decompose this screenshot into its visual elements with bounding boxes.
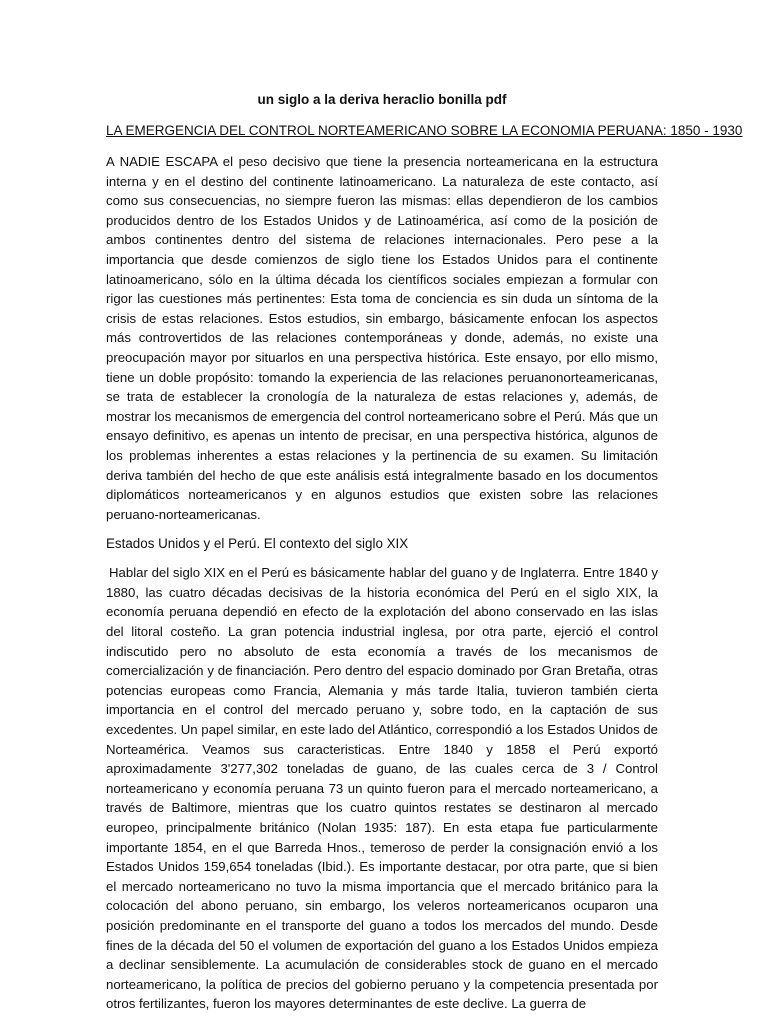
paragraph-intro: A NADIE ESCAPA el peso decisivo que tiene la presencia norteamericana en la estructura interna y en el destino del continente latinoamericano. La naturaleza de este contacto, así como sus consecuencias, no siempre fueron las mismas: ellas dependieron de los cambios producidos dentro de los Estados Unidos y de Latinoamérica, así como de la posición de ambos continentes dentro del sistema de relaciones internacionales. Pero pese a la importancia que desde comienzos de siglo tiene los Estados Unidos para el continente latinoamericano, sólo en la última década los científicos sociales empiezan a formular con rigor las cuestiones más pertinentes: Esta toma de conciencia es sin duda un síntoma de la crisis de estas relaciones. Estos estudios, sin embargo, básicamente enfocan los aspectos más controvertidos de las relaciones contemporáneas y donde, además, no existe una preocupación mayor por situarlos en una perspectiva histórica. Este ensayo, por ello mismo, tiene un doble propósito: tomando la experiencia de las relaciones peruanonorteamericanas, se trata de establecer la cronología de la naturaleza de estas relaciones y, además, de mostrar los mecanismos de emergencia del control norteamericano sobre el Perú. Más que un ensayo definitivo, es apenas un intento de precisar, en una perspectiva histórica, algunos de los problemas inherentes a estas relaciones y la pertinencia de su examen. Su limitación deriva también del hecho de que este análisis está integralmente basado en los documentos diplomáticos norteamericanos y en algunos estudios que existen sobre las relaciones peruano-norteamericanas. [106,154,658,522]
subheading: Estados Unidos y el Perú. El contexto del siglo XIX [106,536,409,552]
section-heading: LA EMERGENCIA DEL CONTROL NORTEAMERICANO SOBRE LA ECONOMIA PERUANA: 1850 - 1930 [106,123,743,138]
paragraph-context: Hablar del siglo XIX en el Perú es básicamente hablar del guano y de Inglaterra. Entre 1840 y 1880, las cuatro décadas decisivas de la historia económica del Perú en el siglo XIX, la economía peruana dependió en efecto de la explotación del abono conservado en las islas del litoral costeño. La gran potencia industrial inglesa, por otra parte, ejerció el control indiscutido pero no absoluto de esta economía a través de los mecanismos de comercialización y de financiación. Pero dentro del espacio dominado por Gran Bretaña, otras potencias europeas como Francia, Alemania y más tarde Italia, tuvieron también cierta importancia en el control del mercado peruano y, sobre todo, en la captación de sus excedentes. Un papel similar, en este lado del Atlántico, correspondió a los Estados Unidos de Norteamérica. Veamos sus caracteristicas. Entre 1840 y 1858 el Perú exportó aproximadamente 3'277,302 toneladas de guano, de las cuales cerca de 3 / Control norteamericano y economía peruana 73 un quinto fueron para el mercado norteamericano, a través de Baltimore, mientras que los cuatro quintos restates se destinaron al mercado europeo, principalmente británico (Nolan 1935: 187). En esta etapa fue particularmente importante 1854, en el que Barreda Hnos., temeroso de perder la consignación envió a los Estados Unidos 159,654 toneladas (Ibid.). Es importante destacar, por otra parte, que si bien el mercado norteamericano no tuvo la misma importancia que el mercado británico para la colocación del abono peruano, sin embargo, los veleros norteamericanos ocuparon una posición predominante en el transporte del guano a todos los mercados del mundo. Desde fines de la década del 50 el volumen de exportación del guano a los Estados Unidos empieza a declinar sensiblemente. La acumulación de considerables stock de guano en el mercado norteamericano, la política de precios del gobierno peruano y la competencia presentada por otros fertilizantes, fueron los mayores determinantes de este declive. La guerra de [106,565,659,1012]
document-title: un siglo a la deriva heraclio bonilla pdf [257,92,507,107]
